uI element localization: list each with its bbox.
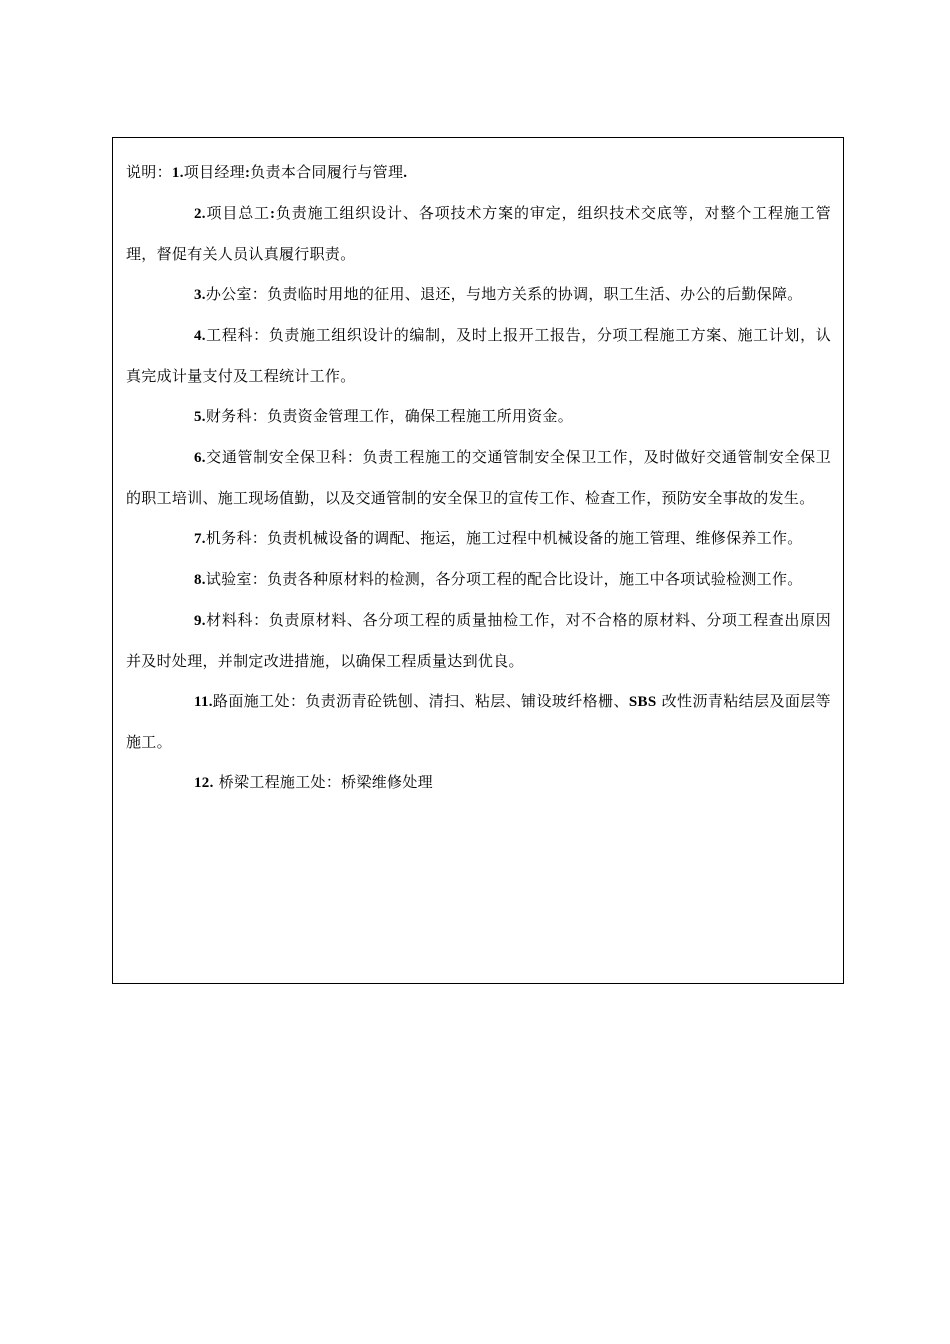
note-item-6 (126, 437, 831, 518)
note-item-3 (126, 274, 831, 315)
note-number: 1. (171, 165, 184, 181)
notes-box (112, 137, 844, 984)
note-text: 负责工程施工的交通管制安全保卫工作，及时做好交通管制安全保卫的职工培训、施工现场值勤，以及交通管制的安全保卫的宣传工作、检查工作，预防安全事故的发生。 (126, 448, 831, 507)
note-item-11 (126, 681, 831, 762)
note-item-1 (126, 152, 831, 193)
note-number: 9. (194, 613, 206, 629)
note-text: 桥梁维修处理 (341, 773, 433, 791)
note-heading: 桥梁工程施工处 (213, 773, 326, 791)
note-heading: 工程科 (205, 326, 254, 344)
note-number: 4. (194, 328, 206, 344)
note-separator: ： (251, 285, 268, 303)
note-text: 负责施工组织设计的编制，及时上报开工报告，分项工程施工方案、施工计划，认真完成计量支付及工程统计工作。 (126, 326, 831, 385)
note-text: 负责资金管理工作，确保工程施工所用资金。 (267, 407, 574, 425)
note-end-mark: . (403, 165, 408, 181)
note-heading: 机务科 (205, 529, 252, 547)
note-separator: ： (251, 529, 268, 547)
note-item-5 (126, 396, 831, 437)
note-heading: 路面施工处 (212, 692, 290, 710)
note-separator: ： (253, 326, 269, 344)
note-heading: 交通管制安全保卫科 (205, 448, 347, 466)
note-text: 负责原材料、各分项工程的质量抽检工作，对不合格的原材料、分项工程查出原因并及时处理，并制定改进措施，以确保工程质量达到优良。 (126, 611, 831, 670)
notes-intro-label: 说明： (126, 163, 172, 181)
note-separator: ： (346, 448, 363, 466)
note-text: 负责施工组织设计、各项技术方案的审定，组织技术交底等，对整个工程施工管理，督促有关人员认真履行职责。 (126, 204, 831, 263)
note-term: SBS (628, 694, 657, 710)
note-text: 负责本合同履行与管理 (250, 163, 404, 181)
note-number: 7. (194, 531, 206, 547)
note-heading: 试验室 (205, 570, 252, 588)
note-number: 11. (194, 694, 213, 710)
note-item-12 (126, 762, 831, 803)
note-separator: ： (289, 692, 306, 710)
note-separator: ： (251, 407, 268, 425)
note-number: 5. (194, 409, 206, 425)
note-text: 负责临时用地的征用、退还，与地方关系的协调，职工生活、办公的后勤保障。 (267, 285, 803, 303)
note-text: 负责各种原材料的检测，各分项工程的配合比设计，施工中各项试验检测工作。 (267, 570, 803, 588)
note-item-8 (126, 559, 831, 600)
note-heading: 项目经理 (183, 163, 245, 181)
note-separator: ： (251, 570, 268, 588)
note-separator: : (269, 206, 276, 222)
note-item-7 (126, 518, 831, 559)
note-separator: : (244, 165, 251, 181)
note-heading: 材料科 (205, 611, 254, 629)
note-heading: 项目总工 (205, 204, 270, 222)
note-heading: 办公室 (205, 285, 252, 303)
note-number: 6. (194, 450, 206, 466)
note-text: 负责机械设备的调配、拖运，施工过程中机械设备的施工管理、维修保养工作。 (267, 529, 803, 547)
note-item-9 (126, 600, 831, 681)
note-separator: ： (325, 773, 342, 791)
note-number: 2. (194, 206, 206, 222)
note-item-2 (126, 193, 831, 274)
note-number: 3. (194, 287, 206, 303)
note-item-4 (126, 315, 831, 396)
note-text-continued: 改性沥青粘结层及面层等施工。 (126, 692, 831, 751)
note-number: 8. (194, 572, 206, 588)
note-text: 负责沥青砼铣刨、清扫、粘层、铺设玻纤格栅、 (305, 692, 629, 710)
note-number: 12. (194, 775, 214, 791)
note-heading: 财务科 (205, 407, 252, 425)
note-separator: ： (253, 611, 269, 629)
